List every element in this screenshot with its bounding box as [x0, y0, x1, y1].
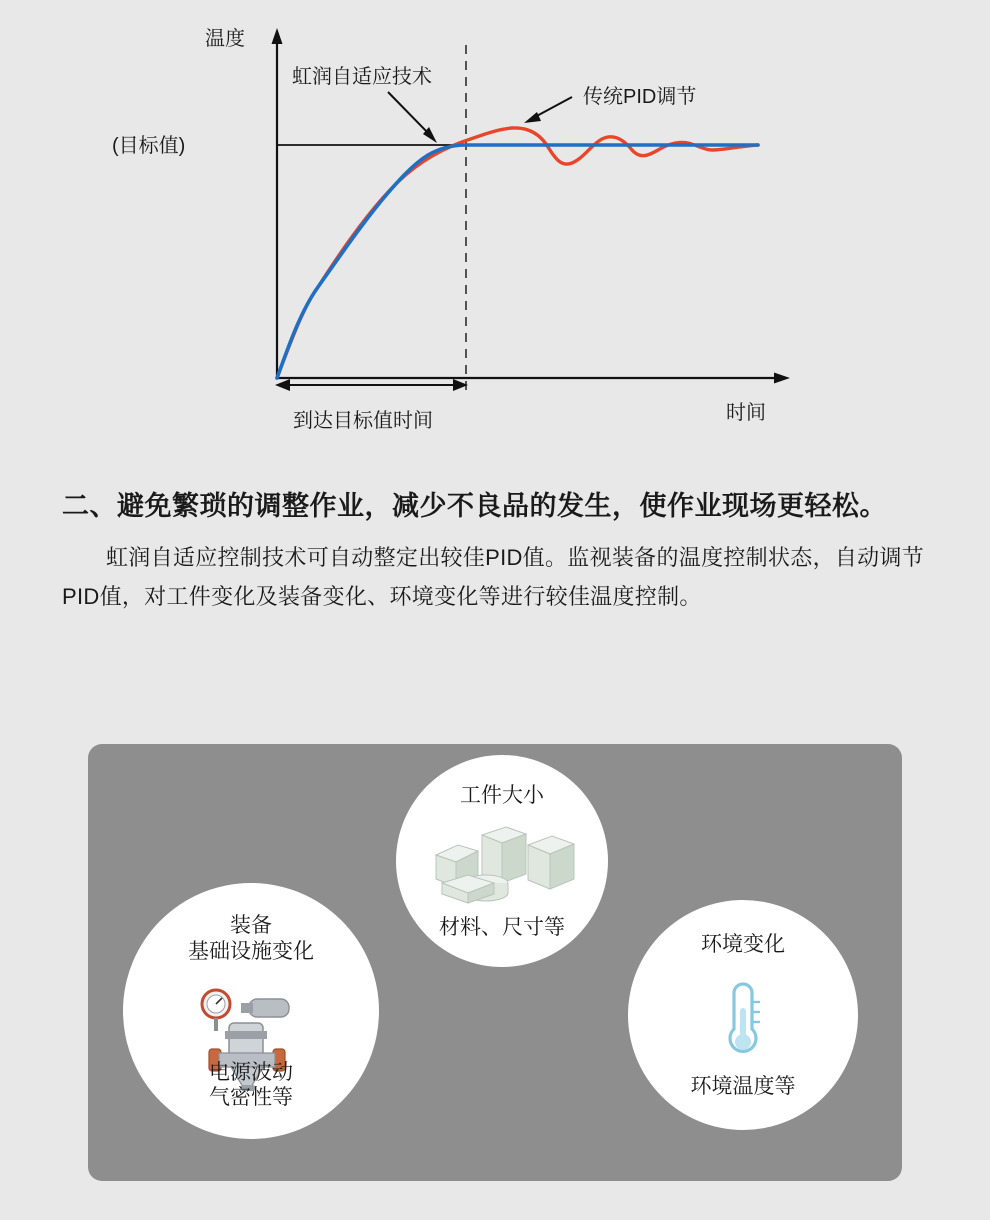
reach-time-label: 到达目标值时间	[293, 410, 433, 432]
factors-diagram-panel	[88, 744, 902, 1181]
reach-time-arrow	[275, 379, 468, 391]
adaptive-curve	[277, 145, 758, 378]
pid-curve	[277, 128, 758, 378]
section-paragraph: 虹润自适应控制技术可自动整定出较佳PID值。监视装备的温度控制状态，自动调节PID值，对工件变化及装备变化、环境变化等进行较佳温度控制。	[62, 545, 925, 609]
bubble-workpiece-caption: 材料、尺寸等	[439, 916, 565, 940]
bubble-equipment-caption-line1: 电源波动	[209, 1060, 293, 1084]
bubble-environment-caption: 环境温度等	[690, 1075, 796, 1099]
bubble-equipment-caption-line2: 气密性等	[209, 1086, 293, 1110]
bubble-workpiece	[396, 755, 608, 967]
section-heading: 二、避免繁琐的调整作业，减少不良品的发生，使作业现场更轻松。	[62, 491, 887, 521]
adaptive-callout-label: 虹润自适应技术	[292, 66, 432, 88]
chart-target-label: (目标值)	[112, 135, 186, 157]
bubble-environment	[628, 900, 858, 1130]
bubble-equipment-title-line1: 装备	[230, 914, 272, 937]
pid-callout-label: 传统PID调节	[583, 86, 697, 108]
thermometer-icon	[716, 978, 770, 1062]
pid-callout-arrow	[524, 97, 572, 123]
bubble-equipment-title	[123, 913, 379, 964]
article-body	[62, 487, 934, 616]
adaptive-callout-arrow	[388, 92, 437, 143]
response-curve-chart	[0, 0, 990, 460]
bubble-equipment	[123, 883, 379, 1139]
blocks-icon	[424, 821, 580, 905]
chart-x-axis-title: 时间	[726, 402, 766, 424]
bubble-workpiece-title: 工件大小	[460, 784, 544, 807]
bubble-equipment-caption	[123, 1060, 379, 1111]
bubble-environment-title: 环境变化	[701, 933, 785, 956]
chart-region	[0, 0, 990, 460]
chart-y-axis-title: 温度	[205, 28, 245, 50]
bubble-equipment-title-line2: 基础设施变化	[188, 939, 314, 963]
